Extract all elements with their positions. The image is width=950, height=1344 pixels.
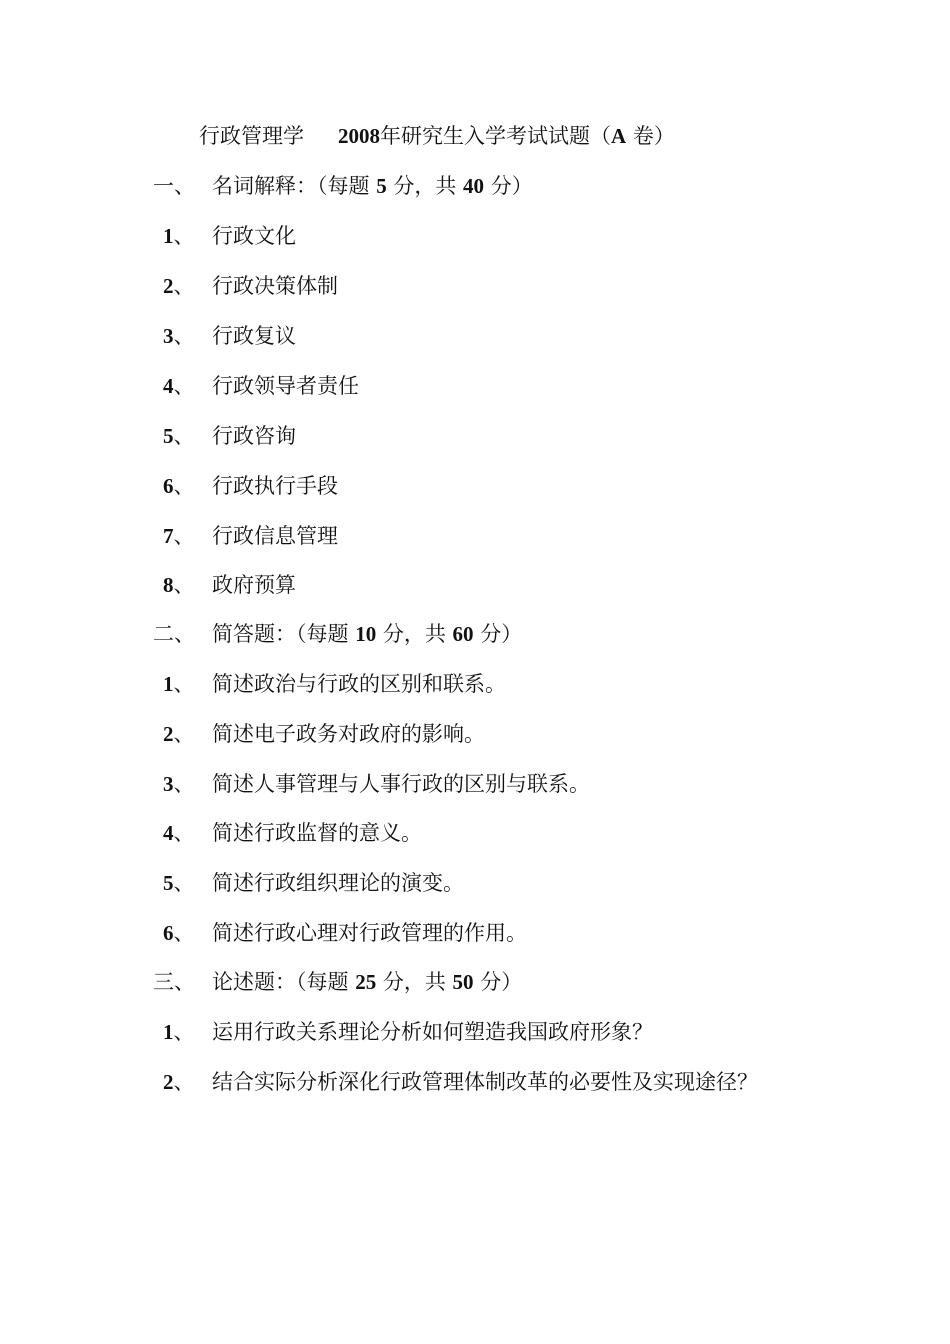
item-separator: 、	[173, 424, 195, 448]
item-separator: 、	[173, 921, 195, 945]
item-text: 简述行政心理对行政管理的作用。	[212, 921, 527, 945]
total-score: 50	[452, 970, 474, 994]
item-separator: 、	[173, 274, 195, 298]
item-separator: 、	[173, 474, 195, 498]
page-title	[199, 120, 675, 152]
item-text: 简述行政监督的意义。	[212, 821, 422, 845]
item-separator: 、	[173, 374, 195, 398]
item-number: 2	[163, 1070, 174, 1094]
item-number: 4	[163, 374, 174, 398]
item-number: 8	[163, 573, 174, 597]
item-separator: 、	[173, 871, 195, 895]
item-separator: 、	[173, 821, 195, 845]
item-text: 结合实际分析深化行政管理体制改革的必要性及实现途径？	[212, 1070, 758, 1094]
item-number: 5	[163, 424, 174, 448]
item-text: 行政信息管理	[212, 524, 338, 548]
item-text: 简述政治与行政的区别和联系。	[212, 672, 506, 696]
score-text: 分，共	[376, 970, 453, 994]
score-text-end: 分）	[473, 622, 523, 646]
section-title: 名词解释：（每题	[212, 174, 377, 198]
item-number: 4	[163, 821, 174, 845]
title-year: 2008	[338, 124, 380, 148]
score-text: 分，共	[376, 622, 453, 646]
section-number: 三、	[153, 970, 195, 994]
item-text: 行政决策体制	[212, 274, 338, 298]
item-separator: 、	[173, 573, 195, 597]
per-question-score: 10	[355, 622, 377, 646]
item-number: 7	[163, 524, 174, 548]
item-number: 6	[163, 921, 174, 945]
item-number: 1	[163, 224, 174, 248]
item-text: 简述行政组织理论的演变。	[212, 871, 464, 895]
item-number: 1	[163, 672, 174, 696]
item-number: 2	[163, 274, 174, 298]
per-question-score: 5	[376, 174, 387, 198]
item-separator: 、	[173, 722, 195, 746]
item-text: 行政执行手段	[212, 474, 338, 498]
score-text-end: 分）	[473, 970, 523, 994]
item-text: 行政文化	[212, 224, 296, 248]
item-number: 3	[163, 772, 174, 796]
item-text: 运用行政关系理论分析如何塑造我国政府形象？	[212, 1020, 653, 1044]
item-separator: 、	[173, 324, 195, 348]
total-score: 40	[463, 174, 485, 198]
per-question-score: 25	[355, 970, 377, 994]
item-separator: 、	[173, 524, 195, 548]
item-text: 行政领导者责任	[212, 374, 359, 398]
item-number: 3	[163, 324, 174, 348]
score-text-end: 分）	[484, 174, 533, 198]
item-number: 2	[163, 722, 174, 746]
item-separator: 、	[173, 1070, 195, 1094]
item-text: 简述人事管理与人事行政的区别与联系。	[212, 772, 590, 796]
item-separator: 、	[173, 1020, 195, 1044]
section-title: 简答题：（每题	[212, 622, 356, 646]
title-subject: 行政管理学	[199, 124, 304, 148]
title-suffix: 卷）	[626, 124, 675, 148]
title-paper: A	[611, 124, 627, 148]
item-text: 行政复议	[212, 324, 296, 348]
total-score: 60	[452, 622, 474, 646]
item-text: 行政咨询	[212, 424, 296, 448]
section-title: 论述题：（每题	[212, 970, 356, 994]
item-text: 政府预算	[212, 573, 296, 597]
section-number: 二、	[153, 622, 195, 646]
item-text: 简述电子政务对政府的影响。	[212, 722, 485, 746]
item-separator: 、	[173, 772, 195, 796]
item-number: 6	[163, 474, 174, 498]
item-separator: 、	[173, 224, 195, 248]
item-separator: 、	[173, 672, 195, 696]
title-exam: 年研究生入学考试试题（	[380, 124, 611, 148]
section-number: 一、	[153, 174, 195, 198]
item-number: 1	[163, 1020, 174, 1044]
score-text: 分，共	[386, 174, 464, 198]
item-number: 5	[163, 871, 174, 895]
